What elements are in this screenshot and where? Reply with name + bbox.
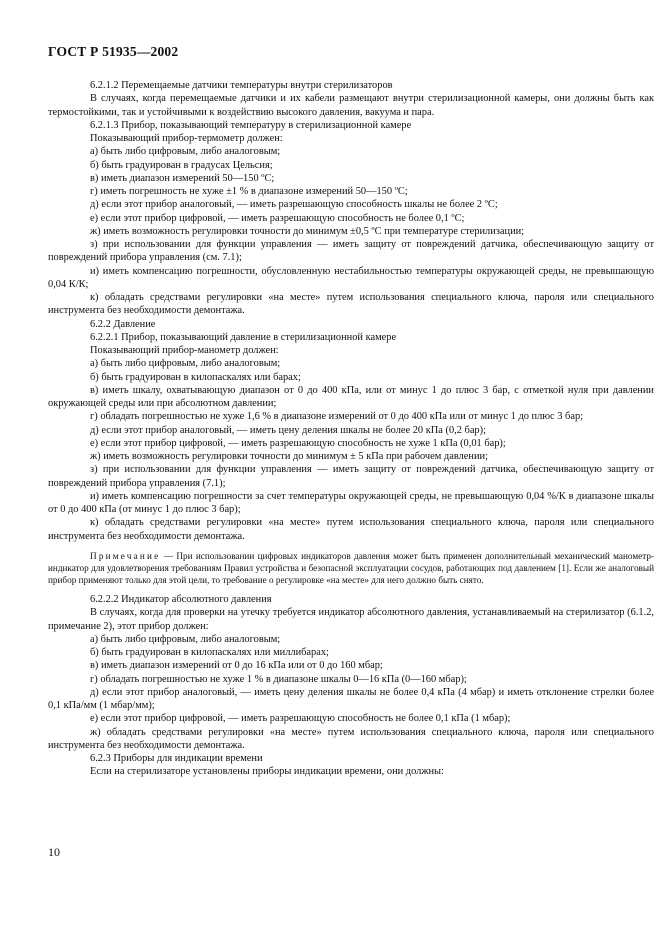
paragraph: В случаях, когда перемещаемые датчики и их кабели размещают внутри стерилизационной камеры, они должны быть как термостойкими, так и устойчивыми к воздействию высокого давления, вакуума и пара. (48, 93, 654, 118)
list-item: и) иметь компенсацию погрешности, обусловленную нестабильностью температуры окружающей среды, не превышающую 0,04 К/К; (48, 265, 654, 290)
list-item: д) если этот прибор аналоговый, — иметь разрешающую способность шкалы не более 2 ºС; (90, 199, 498, 211)
list-item: е) если этот прибор цифровой, — иметь разрешающую способность не более 0,1 кПа (1 мбар); (90, 713, 511, 725)
list-item: д) если этот прибор аналоговый, — иметь цену деления шкалы не более 0,4 кПа (4 мбар) и иметь отклонение стрелки более 0,1 кПа/мм (1 мбар/мм); (48, 686, 654, 712)
paragraph: Если на стерилизаторе установлены приборы индикации времени, они должны: (90, 766, 444, 778)
list-item: в) иметь шкалу, охватывающую диапазон от 0 до 400 кПа, или от минус 1 до плюс 3 бар, с отметкой нуля при давлении окружающей среды или при абсолютном давлении; (48, 384, 654, 409)
note (48, 550, 654, 586)
list-item: ж) обладать средствами регулировки «на месте» путем использования специального ключа, пароля или специального инструмента без необходимости демонтажа. (48, 726, 654, 751)
list-item: и) иметь компенсацию погрешности за счет температуры окружающей среды, не превышающую 0,04 %/К в диапазоне шкалы от 0 до 400 кПа (от минус 1 до плюс 3 бар); (48, 490, 654, 515)
list-item: г) иметь погрешность не хуже ±1 % в диапазоне измерений 50—150 ºС; (90, 186, 408, 197)
list-item: в) иметь диапазон измерений от 0 до 16 кПа или от 0 до 160 мбар; (90, 660, 383, 672)
list-item: а) быть либо цифровым, либо аналоговым; (90, 146, 281, 158)
list-item: г) обладать погрешностью не хуже 1 % в диапазоне шкалы 0—16 кПа (0—160 мбар); (90, 673, 467, 685)
list-item: к) обладать средствами регулировки «на месте» путем использования специального ключа, пароля или специального инструмента без необходимости демонтажа. (48, 292, 654, 317)
document-header: ГОСТ Р 51935—2002 (48, 44, 179, 59)
note-label: Примечание (90, 550, 161, 561)
section-heading: 6.2.1.2 Перемещаемые датчики температуры внутри стерилизаторов (90, 80, 393, 91)
page-number: 10 (48, 845, 60, 859)
list-item: в) иметь диапазон измерений 50—150 ºС; (90, 172, 275, 184)
section-heading: 6.2.2.1 Прибор, показывающий давление в стерилизационной камере (90, 331, 397, 343)
list-item: е) если этот прибор цифровой, — иметь разрешающую способность не хуже 1 кПа (0,01 бар); (90, 437, 506, 449)
list-item: б) быть градуирован в килопаскалях или миллибарах; (90, 647, 329, 659)
list-item: а) быть либо цифровым, либо аналоговым; (90, 358, 281, 370)
section-heading: 6.2.3 Приборы для индикации времени (90, 753, 263, 765)
list-item: ж) иметь возможность регулировки точности до минимум ±0,5 ºС при температуре стерилизации; (90, 225, 525, 237)
list-item: г) обладать погрешностью не хуже 1,6 % в диапазоне измерений от 0 до 400 кПа или от минус 1 до плюс 3 бар; (90, 411, 584, 423)
paragraph: В случаях, когда для проверки на утечку требуется индикатор абсолютного давления, устанавливаемый на стерилизатор (6.1.2, примечание 2), этот прибор должен: (48, 607, 654, 632)
list-item: к) обладать средствами регулировки «на месте» путем использования специального ключа, пароля или специального инструмента без необходимости демонтажа. (48, 517, 654, 542)
list-item: а) быть либо цифровым, либо аналоговым; (90, 633, 281, 645)
list-item: б) быть градуирован в килопаскалях или барах; (90, 371, 301, 383)
paragraph: Показывающий прибор-термометр должен: (90, 133, 283, 144)
list-item: е) если этот прибор цифровой, — иметь разрешающую способность не более 0,1 ºС; (90, 212, 465, 224)
paragraph: Показывающий прибор-манометр должен: (90, 345, 279, 356)
list-item: д) если этот прибор аналоговый, — иметь цену деления шкалы не более 20 кПа (0,2 бар); (90, 424, 486, 436)
list-item: б) быть градуирован в градусах Цельсия; (90, 159, 273, 171)
section-heading: 6.2.2 Давление (90, 318, 156, 330)
list-item: ж) иметь возможность регулировки точности до минимум ± 5 кПа при рабочем давлении; (90, 451, 488, 462)
list-item: з) при использовании для функции управления — иметь защиту от повреждений датчика, обеспечивающую защиту от повреждений прибора управления (см. 7.1); (48, 239, 654, 264)
section-heading: 6.2.2.2 Индикатор абсолютного давления (90, 594, 272, 606)
page-body (48, 79, 654, 779)
note-text: — При использовании цифровых индикаторов давления может быть применен дополнительный механический манометр-индикатор для удовлетворения требованиям Правил устройства и безопасной эксплуатации сосудов, работающих под давлением [1]. Если же аналоговый прибор применяют только для этой цели, то требование о регулировке «на месте» для него должно быть снято. (48, 550, 654, 585)
section-heading: 6.2.1.3 Прибор, показывающий температуру в стерилизационной камере (90, 119, 412, 131)
list-item: з) при использовании для функции управления — иметь защиту от повреждений датчика, обеспечивающую защиту от повреждений прибора управления (7.1); (48, 464, 654, 489)
